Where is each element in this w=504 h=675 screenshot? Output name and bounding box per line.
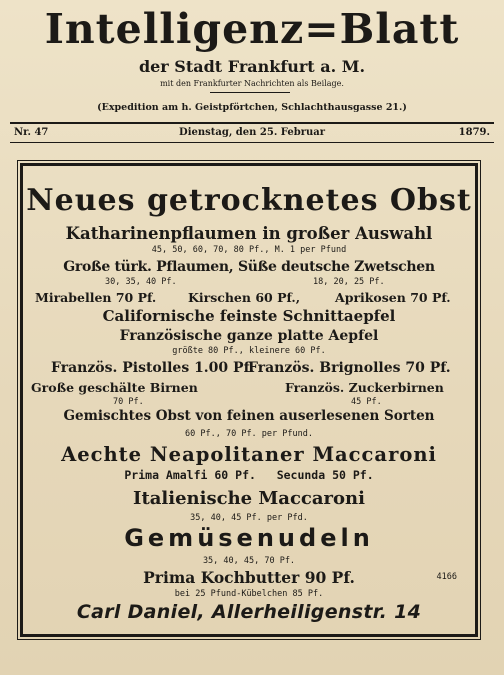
ad-line-kirschen: Kirschen 60 Pf., (188, 290, 301, 305)
ad-price-gemuesenudeln: 35, 40, 45, 70 Pf. (202, 556, 296, 566)
ad-line-katharinenpflaumen: Katharinenpflaumen in großer Auswahl (65, 224, 433, 243)
ad-price-katharinenpflaumen: 45, 50, 60, 70, 80 Pf., M. 1 per Pfund (151, 245, 347, 255)
ad-line-gemischtes-obst: Gemischtes Obst von feinen auserlesenen Sorten (63, 408, 435, 424)
ad-price-geschaelte-birnen: 70 Pf. (113, 397, 144, 407)
issue-date: Dienstag, den 25. Februar (179, 127, 325, 138)
masthead-title: Intelligenz=Blatt (44, 5, 460, 53)
ad-line-aprikosen: Aprikosen 70 Pf. (335, 290, 451, 305)
issue-number: Nr. 47 (14, 127, 49, 138)
issue-year: 1879. (458, 127, 490, 138)
ad-line-aepfel: Französische ganze platte Aepfel (119, 328, 379, 344)
masthead-subtitle: der Stadt Frankfurt a. M. (138, 57, 366, 76)
dateline (10, 122, 494, 143)
ad-price-gemischtes-obst: 60 Pf., 70 Pf. per Pfund. (185, 429, 313, 439)
advertisement (20, 163, 478, 637)
ad-price-kochbutter: bei 25 Pfund-Kübelchen 85 Pf. (174, 589, 324, 599)
ad-price-aepfel: größte 80 Pf., kleinere 60 Pf. (172, 346, 326, 356)
masthead-with-line: mit den Frankfurter Nachrichten als Beilage. (160, 79, 344, 88)
ad-price-neapolitaner-maccaroni: Prima Amalfi 60 Pf. Secunda 50 Pf. (124, 468, 374, 482)
masthead-expedition: (Expedition am h. Geistpförtchen, Schlachthausgasse 21.) (97, 102, 407, 113)
ad-price-italienische-maccaroni: 35, 40, 45 Pf. per Pfd. (190, 513, 308, 523)
masthead-divider (210, 92, 290, 93)
ad-price-pflaumen: 30, 35, 40 Pf. (105, 277, 177, 287)
ad-line-pflaumen-zwetschen: Große türk. Pflaumen, Süße deutsche Zwetschen (63, 259, 435, 275)
ad-line-schnittaepfel: Californische feinste Schnittaepfel (102, 307, 396, 325)
ad-price-zwetschen: 18, 20, 25 Pf. (313, 277, 385, 287)
ad-line-italienische-maccaroni: Italienische Maccaroni (133, 488, 365, 509)
ad-line-gemuesenudeln: Gemüsenudeln (124, 524, 374, 552)
ad-line-pistolles: Französ. Pistolles 1.00 Pf. (51, 360, 254, 376)
ad-line-kochbutter: Prima Kochbutter 90 Pf. (143, 568, 355, 587)
ad-headline: Neues getrocknetes Obst (26, 183, 472, 218)
ad-number: 4166 (436, 572, 457, 582)
ad-line-geschaelte-birnen: Große geschälte Birnen (31, 380, 198, 395)
ad-line-zuckerbirnen: Französ. Zuckerbirnen (285, 380, 444, 395)
ad-line-brignolles: Französ. Brignolles 70 Pf. (248, 360, 451, 376)
ad-price-zuckerbirnen: 45 Pf. (351, 397, 382, 407)
ad-line-neapolitaner-maccaroni: Aechte Neapolitaner Maccaroni (61, 443, 437, 466)
ad-signature: Carl Daniel, Allerheiligenstr. 14 (76, 601, 422, 623)
ad-line-mirabellen: Mirabellen 70 Pf. (35, 290, 157, 305)
